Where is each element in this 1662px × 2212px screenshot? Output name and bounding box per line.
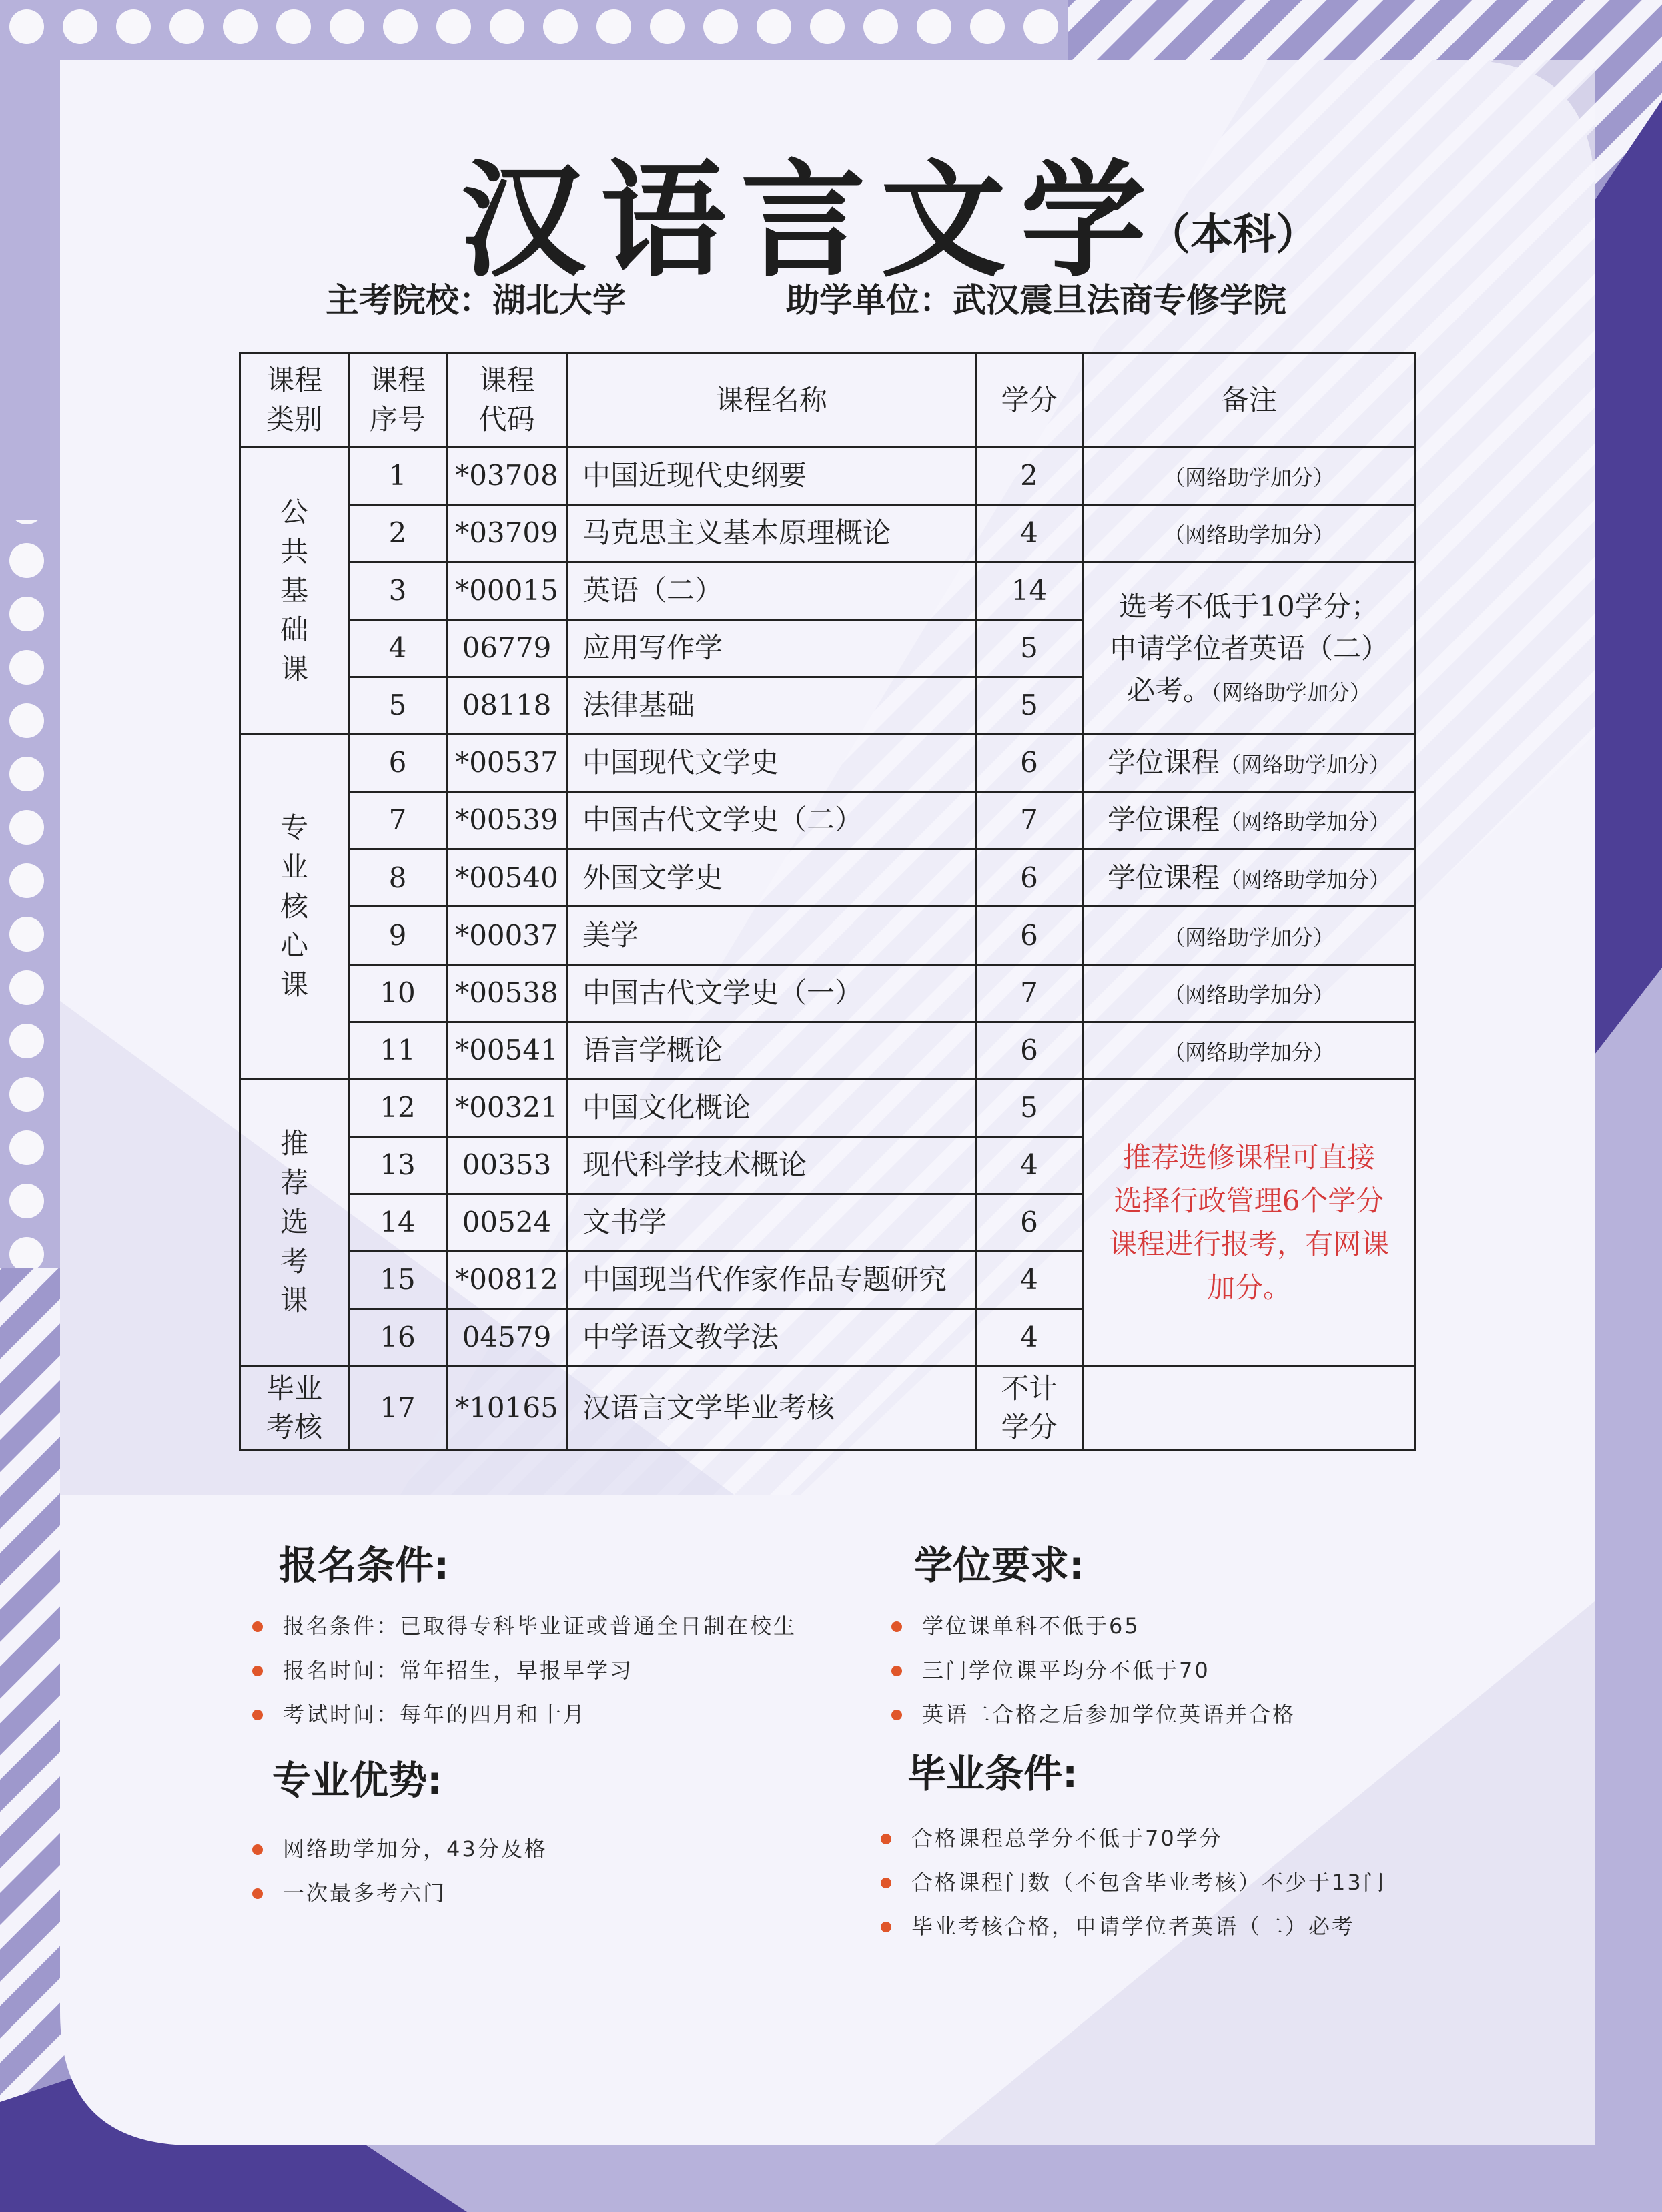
cell-seq: 13 bbox=[349, 1136, 447, 1194]
cell-credits: 14 bbox=[976, 563, 1083, 620]
category-core: 专 业 核 心 课 bbox=[240, 735, 349, 1079]
cell-seq: 11 bbox=[349, 1022, 447, 1079]
cell-credits: 6 bbox=[976, 735, 1083, 792]
cell-credits: 2 bbox=[976, 448, 1083, 505]
cell-name: 文书学 bbox=[567, 1194, 976, 1251]
cell-code: *00538 bbox=[447, 964, 567, 1022]
table-row bbox=[240, 448, 1416, 505]
cell-seq: 3 bbox=[349, 563, 447, 620]
list-item: 合格课程总学分不低于70学分 bbox=[881, 1816, 1386, 1860]
list-item: 一次最多考六门 bbox=[252, 1871, 548, 1915]
header-credits: 学分 bbox=[976, 354, 1083, 448]
cell-name: 中国现当代作家作品专题研究 bbox=[567, 1251, 976, 1309]
cell-credits: 7 bbox=[976, 792, 1083, 849]
cell-seq: 8 bbox=[349, 849, 447, 907]
cell-name: 中国古代文学史（二） bbox=[567, 792, 976, 849]
cell-code: *00812 bbox=[447, 1251, 567, 1309]
cell-name: 法律基础 bbox=[567, 677, 976, 735]
course-table bbox=[239, 352, 1416, 1451]
cell-note: （网络助学加分） bbox=[1083, 907, 1416, 964]
cell-seq: 14 bbox=[349, 1194, 447, 1251]
section-title-enroll: 报名条件: bbox=[259, 1533, 519, 1597]
cell-note: 学位课程（网络助学加分） bbox=[1083, 792, 1416, 849]
header-name: 课程名称 bbox=[567, 354, 976, 448]
cell-name: 马克思主义基本原理概论 bbox=[567, 505, 976, 563]
table-row bbox=[240, 792, 1416, 849]
table-row bbox=[240, 1366, 1416, 1450]
cell-seq: 17 bbox=[349, 1366, 447, 1450]
cell-credits: 7 bbox=[976, 964, 1083, 1022]
cell-name: 中国现代文学史 bbox=[567, 735, 976, 792]
cell-note: 学位课程（网络助学加分） bbox=[1083, 735, 1416, 792]
header-seq: 课程 序号 bbox=[349, 354, 447, 448]
list-enroll bbox=[252, 1604, 797, 1736]
cell-name: 中学语文教学法 bbox=[567, 1309, 976, 1366]
cell-credits: 6 bbox=[976, 1022, 1083, 1079]
category-elective: 推 荐 选 考 课 bbox=[240, 1079, 349, 1366]
cell-credits: 4 bbox=[976, 1309, 1083, 1366]
accent-band-right bbox=[1595, 100, 1662, 1054]
table-row bbox=[240, 907, 1416, 964]
cell-name: 汉语言文学毕业考核 bbox=[567, 1366, 976, 1450]
cell-credits: 6 bbox=[976, 907, 1083, 964]
cell-name: 中国文化概论 bbox=[567, 1079, 976, 1136]
category-graduation: 毕业 考核 bbox=[240, 1366, 349, 1450]
cell-seq: 6 bbox=[349, 735, 447, 792]
list-item: 学位课单科不低于65 bbox=[891, 1604, 1296, 1648]
list-item: 三门学位课平均分不低于70 bbox=[891, 1648, 1296, 1692]
list-item: 报名时间：常年招生，早报早学习 bbox=[252, 1648, 797, 1692]
cell-credits: 6 bbox=[976, 1194, 1083, 1251]
cell-credits: 5 bbox=[976, 1079, 1083, 1136]
cell-name: 英语（二） bbox=[567, 563, 976, 620]
cell-credits: 4 bbox=[976, 505, 1083, 563]
host-school: 主考院校：湖北大学 bbox=[326, 281, 626, 320]
cell-note: （网络助学加分） bbox=[1083, 1022, 1416, 1079]
note-english: 选考不低于10学分； 申请学位者英语（二） 必考。（网络助学加分） bbox=[1083, 563, 1416, 735]
cell-name: 中国近现代史纲要 bbox=[567, 448, 976, 505]
cell-seq: 1 bbox=[349, 448, 447, 505]
cell-credits: 6 bbox=[976, 849, 1083, 907]
cell-credits: 5 bbox=[976, 620, 1083, 677]
cell-code: *00541 bbox=[447, 1022, 567, 1079]
cell-name: 外国文学史 bbox=[567, 849, 976, 907]
note-elective: 推荐选修课程可直接 选择行政管理6个学分 课程进行报考，有网课 加分。 bbox=[1083, 1079, 1416, 1366]
cell-name: 语言学概论 bbox=[567, 1022, 976, 1079]
header-code: 课程 代码 bbox=[447, 354, 567, 448]
cell-name: 美学 bbox=[567, 907, 976, 964]
list-item: 报名条件：已取得专科毕业证或普通全日制在校生 bbox=[252, 1604, 797, 1648]
cell-code: *00015 bbox=[447, 563, 567, 620]
cell-code: 04579 bbox=[447, 1309, 567, 1366]
cell-seq: 10 bbox=[349, 964, 447, 1022]
cell-code: *00321 bbox=[447, 1079, 567, 1136]
degree-level: （本科） bbox=[1148, 210, 1318, 260]
cell-code: *10165 bbox=[447, 1366, 567, 1450]
list-item: 毕业考核合格，申请学位者英语（二）必考 bbox=[881, 1904, 1386, 1948]
page-title: 汉语言文学 bbox=[460, 148, 1161, 294]
cell-seq: 5 bbox=[349, 677, 447, 735]
table-row bbox=[240, 1079, 1416, 1136]
list-degree bbox=[891, 1604, 1296, 1736]
table-row bbox=[240, 563, 1416, 620]
partner-college: 助学单位：武汉震旦法商专修学院 bbox=[786, 281, 1286, 320]
category-public: 公 共 基 础 课 bbox=[240, 448, 349, 735]
list-item: 网络助学加分，43分及格 bbox=[252, 1827, 548, 1871]
cell-seq: 12 bbox=[349, 1079, 447, 1136]
cell-code: *03709 bbox=[447, 505, 567, 563]
table-header bbox=[240, 354, 1416, 448]
cell-code: *00539 bbox=[447, 792, 567, 849]
cell-note: （网络助学加分） bbox=[1083, 964, 1416, 1022]
list-advantage bbox=[252, 1827, 548, 1915]
header-category: 课程 类别 bbox=[240, 354, 349, 448]
dots-top bbox=[0, 0, 1134, 60]
cell-credits: 5 bbox=[976, 677, 1083, 735]
table-row bbox=[240, 735, 1416, 792]
cell-seq: 4 bbox=[349, 620, 447, 677]
cell-note: （网络助学加分） bbox=[1083, 505, 1416, 563]
cell-credits: 4 bbox=[976, 1136, 1083, 1194]
cell-seq: 9 bbox=[349, 907, 447, 964]
cell-credits: 不计 学分 bbox=[976, 1366, 1083, 1450]
cell-seq: 15 bbox=[349, 1251, 447, 1309]
cell-seq: 16 bbox=[349, 1309, 447, 1366]
cell-name: 现代科学技术概论 bbox=[567, 1136, 976, 1194]
table-row bbox=[240, 505, 1416, 563]
table-row bbox=[240, 964, 1416, 1022]
cell-name: 中国古代文学史（一） bbox=[567, 964, 976, 1022]
cell-note bbox=[1083, 1366, 1416, 1450]
list-item: 英语二合格之后参加学位英语并合格 bbox=[891, 1692, 1296, 1736]
header-note: 备注 bbox=[1083, 354, 1416, 448]
cell-seq: 7 bbox=[349, 792, 447, 849]
list-item: 考试时间：每年的四月和十月 bbox=[252, 1692, 797, 1736]
list-graduation bbox=[881, 1816, 1386, 1948]
cell-code: *00537 bbox=[447, 735, 567, 792]
cell-name: 应用写作学 bbox=[567, 620, 976, 677]
cell-code: *00540 bbox=[447, 849, 567, 907]
cell-note: （网络助学加分） bbox=[1083, 448, 1416, 505]
table-row bbox=[240, 1022, 1416, 1079]
section-title-degree: 学位要求: bbox=[894, 1533, 1168, 1597]
cell-note: 学位课程（网络助学加分） bbox=[1083, 849, 1416, 907]
section-title-advantage: 专业优势: bbox=[252, 1748, 519, 1812]
list-item: 合格课程门数（不包含毕业考核）不少于13门 bbox=[881, 1860, 1386, 1904]
cell-seq: 2 bbox=[349, 505, 447, 563]
table-row bbox=[240, 849, 1416, 907]
cell-code: 00353 bbox=[447, 1136, 567, 1194]
cell-code: *03708 bbox=[447, 448, 567, 505]
section-title-graduation: 毕业条件: bbox=[887, 1742, 1161, 1806]
cell-code: 08118 bbox=[447, 677, 567, 735]
cell-credits: 4 bbox=[976, 1251, 1083, 1309]
cell-code: *00037 bbox=[447, 907, 567, 964]
cell-code: 06779 bbox=[447, 620, 567, 677]
cell-code: 00524 bbox=[447, 1194, 567, 1251]
